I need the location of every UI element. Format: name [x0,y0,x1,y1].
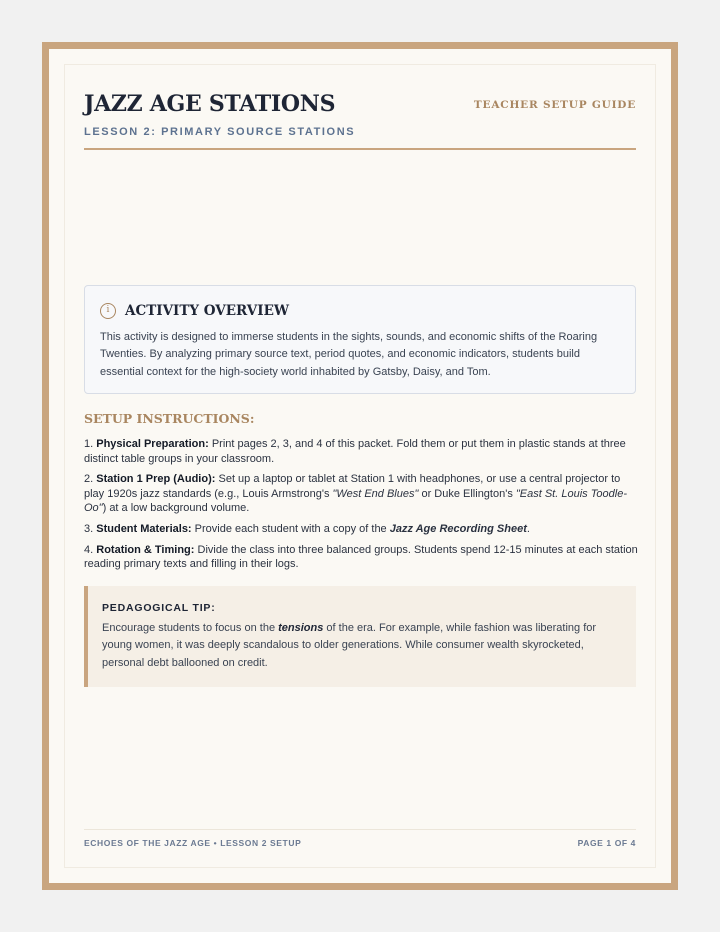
document-page [42,42,678,890]
step-item [84,472,641,516]
step-text: or Duke Ellington's [418,487,516,500]
info-icon: i [100,303,116,319]
step-number: 1. [84,438,94,450]
song-title: "West End Blues" [332,487,419,500]
tip-emphasis: tensions [278,622,324,634]
step-label: Student Materials: [96,522,192,535]
lesson-subtitle: LESSON 2: PRIMARY SOURCE STATIONS [84,126,356,138]
tip-text-part: of the era. For example, while fashion was liberating for young women, it was deeply scandalous to older generations. While consumer wealth skyrocketed, personal debt ballooned on credit. [102,622,597,669]
step-text: ) at a low background volume. [102,502,250,515]
step-text: Provide each student with a copy of the [194,522,390,535]
activity-overview-box [84,285,636,394]
worksheet-title: Jazz Age Recording Sheet [389,522,527,535]
setup-heading: SETUP INSTRUCTIONS: [84,411,255,426]
step-item [84,543,641,572]
tip-label: PEDAGOGICAL TIP: [102,602,216,614]
page-number: PAGE 1 OF 4 [577,838,636,848]
tip-text-part: Encourage students to focus on the [102,622,279,634]
page-header [84,91,636,150]
step-label: Station 1 Prep (Audio): [96,473,216,486]
setup-steps [84,437,641,578]
step-text: Print pages 2, 3, and 4 of this packet. Fold them or put them in plastic stands at three distinct table groups in your classroom. [84,438,626,465]
overview-title: ACTIVITY OVERVIEW [125,303,290,319]
footer-series-label: ECHOES OF THE JAZZ AGE • LESSON 2 SETUP [84,838,302,848]
step-text: Divide the class into three balanced groups. Students spend 12-15 minutes at each station reading primary texts and filling in their logs. [84,543,638,571]
footer-divider [84,829,636,830]
overview-text: This activity is designed to immerse students in the sights, sounds, and economic shifts of the Roaring Twenties. By analyzing primary source text, period quotes, and economic indicators, students build essential context for the high-society world inhabited by Gatsby, Daisy, and Tom. [100,331,598,378]
step-text: Set up a laptop or tablet at Station 1 with headphones, or use a central projector to play 1920s jazz standards (e.g., Louis Armstrong's [84,473,621,500]
page-title: JAZZ AGE STATIONS [84,91,336,117]
step-item [84,437,641,466]
step-number: 4. [84,543,94,556]
step-label: Physical Preparation: [96,438,209,450]
step-number: 3. [84,522,94,535]
step-label: Rotation & Timing: [96,543,195,556]
step-text: . [526,522,530,535]
guide-label: TEACHER SETUP GUIDE [473,99,636,111]
song-title: "East St. Louis Toodle-Oo" [84,487,627,515]
step-number: 2. [84,473,94,486]
tip-text [102,620,616,672]
step-item [84,522,641,537]
pedagogical-tip-box [84,586,636,687]
